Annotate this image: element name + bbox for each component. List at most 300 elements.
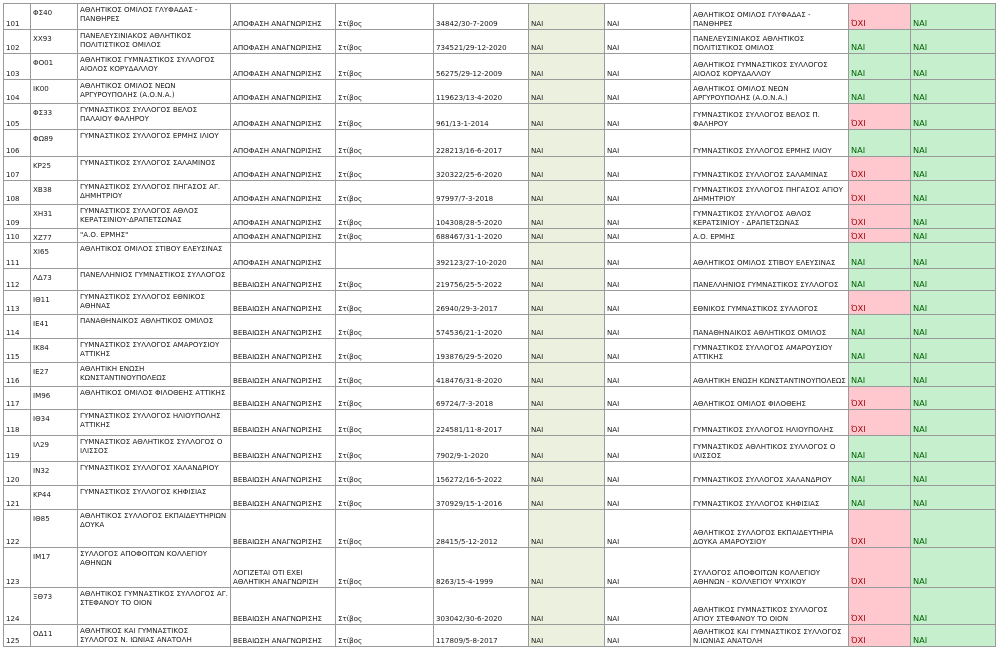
- final-cell[interactable]: ΝΑΙ: [911, 410, 996, 436]
- registry-name-cell[interactable]: ΓΥΜΝΑΣΤΙΚΟΣ ΣΥΛΛΟΓΟΣ ΗΛΙΟΥΠΟΛΗΣ: [691, 410, 849, 436]
- row-number-cell[interactable]: 115: [4, 339, 31, 363]
- decision-type-cell[interactable]: ΑΠΟΦΑΣΗ ΑΝΑΓΝΩΡΙΣΗΣ: [231, 130, 336, 157]
- protocol-number-cell[interactable]: 28415/5-12-2012: [434, 510, 529, 548]
- decision-type-cell[interactable]: ΒΕΒΑΙΩΣΗ ΑΝΑΓΝΩΡΙΣΗΣ: [231, 486, 336, 510]
- protocol-number-cell[interactable]: 688467/31-1-2020: [434, 229, 529, 243]
- protocol-number-cell[interactable]: 7902/9-1-2020: [434, 436, 529, 462]
- final-cell[interactable]: ΝΑΙ: [911, 229, 996, 243]
- club-name-cell[interactable]: ΓΥΜΝΑΣΤΙΚΟΣ ΣΥΛΛΟΓΟΣ ΣΑΛΑΜΙΝΟΣ: [78, 157, 231, 181]
- row-number-cell[interactable]: 107: [4, 157, 31, 181]
- club-name-cell[interactable]: ΓΥΜΝΑΣΤΙΚΟΣ ΣΥΛΛΟΓΟΣ ΠΗΓΑΣΟΣ ΑΓ. ΔΗΜΗΤΡΙΟΥ: [78, 181, 231, 205]
- final-cell[interactable]: ΝΑΙ: [911, 30, 996, 54]
- club-code-cell[interactable]: ΙΝ32: [31, 462, 78, 486]
- sport-cell[interactable]: Στίβος: [336, 4, 434, 30]
- club-code-cell[interactable]: ΙΚ84: [31, 339, 78, 363]
- decision-type-cell[interactable]: ΒΕΒΑΙΩΣΗ ΑΝΑΓΝΩΡΙΣΗΣ: [231, 339, 336, 363]
- final-cell[interactable]: ΝΑΙ: [911, 54, 996, 80]
- protocol-number-cell[interactable]: 219756/25-5-2022: [434, 269, 529, 291]
- check-a-cell[interactable]: ΝΑΙ: [529, 387, 605, 410]
- check-b-cell[interactable]: ΝΑΙ: [605, 315, 691, 339]
- check-a-cell[interactable]: ΝΑΙ: [529, 436, 605, 462]
- protocol-number-cell[interactable]: 56275/29-12-2009: [434, 54, 529, 80]
- sport-cell[interactable]: Στίβος: [336, 205, 434, 229]
- status-cell[interactable]: ΌΧΙ: [849, 181, 911, 205]
- decision-type-cell[interactable]: ΒΕΒΑΙΩΣΗ ΑΝΑΓΝΩΡΙΣΗΣ: [231, 410, 336, 436]
- club-code-cell[interactable]: ΦΩ89: [31, 130, 78, 157]
- status-cell[interactable]: ΌΧΙ: [849, 510, 911, 548]
- club-name-cell[interactable]: ΠΑΝΕΛΛΗΝΙΟΣ ΓΥΜΝΑΣΤΙΚΟΣ ΣΥΛΛΟΓΟΣ: [78, 269, 231, 291]
- protocol-number-cell[interactable]: 418476/31-8-2020: [434, 363, 529, 387]
- club-name-cell[interactable]: ΓΥΜΝΑΣΤΙΚΟΣ ΣΥΛΛΟΓΟΣ ΕΘΝΙΚΟΣ ΑΘΗΝΑΣ: [78, 291, 231, 315]
- check-a-cell[interactable]: ΝΑΙ: [529, 30, 605, 54]
- table-row: [4, 181, 996, 205]
- registry-name-cell[interactable]: ΠΑΝΕΛΕΥΣΙΝΙΑΚΟΣ ΑΘΛΗΤΙΚΟΣ ΠΟΛΙΤΙΣΤΙΚΟΣ ΟΜΙΛΟΣ: [691, 30, 849, 54]
- check-b-cell[interactable]: ΝΑΙ: [605, 510, 691, 548]
- club-name-cell[interactable]: ΑΘΛΗΤΙΚΟΣ ΟΜΙΛΟΣ ΦΙΛΟΘΕΗΣ ΑΤΤΙΚΗΣ: [78, 387, 231, 410]
- decision-type-cell[interactable]: ΒΕΒΑΙΩΣΗ ΑΝΑΓΝΩΡΙΣΗΣ: [231, 462, 336, 486]
- decision-type-cell[interactable]: ΑΠΟΦΑΣΗ ΑΝΑΓΝΩΡΙΣΗΣ: [231, 181, 336, 205]
- protocol-number-cell[interactable]: 8263/15-4-1999: [434, 548, 529, 588]
- club-name-cell[interactable]: ΓΥΜΝΑΣΤΙΚΟΣ ΣΥΛΛΟΓΟΣ ΗΛΙΟΥΠΟΛΗΣ ΑΤΤΙΚΗΣ: [78, 410, 231, 436]
- check-b-cell[interactable]: ΝΑΙ: [605, 181, 691, 205]
- row-number-cell[interactable]: 110: [4, 229, 31, 243]
- check-a-cell[interactable]: ΝΑΙ: [529, 243, 605, 269]
- club-name-cell[interactable]: ΓΥΜΝΑΣΤΙΚΟΣ ΣΥΛΛΟΓΟΣ ΑΜΑΡΟΥΣΙΟΥ ΑΤΤΙΚΗΣ: [78, 339, 231, 363]
- final-cell[interactable]: ΝΑΙ: [911, 387, 996, 410]
- club-code-cell[interactable]: ΙΘ11: [31, 291, 78, 315]
- check-a-cell[interactable]: ΝΑΙ: [529, 339, 605, 363]
- row-number-cell[interactable]: 103: [4, 54, 31, 80]
- protocol-number-cell[interactable]: 34842/30-7-2009: [434, 4, 529, 30]
- protocol-number-cell[interactable]: 392123/27-10-2020: [434, 243, 529, 269]
- registry-name-cell[interactable]: ΑΘΛΗΤΙΚΟΣ ΟΜΙΛΟΣ ΓΛΥΦΑΔΑΣ - ΠΑΝΘΗΡΕΣ: [691, 4, 849, 30]
- check-a-cell[interactable]: ΝΑΙ: [529, 130, 605, 157]
- registry-name-cell[interactable]: ΓΥΜΝΑΣΤΙΚΟΣ ΣΥΛΛΟΓΟΣ ΚΗΦΙΣΙΑΣ: [691, 486, 849, 510]
- protocol-number-cell[interactable]: 224581/11-8-2017: [434, 410, 529, 436]
- sport-cell[interactable]: [336, 243, 434, 269]
- final-cell[interactable]: ΝΑΙ: [911, 269, 996, 291]
- club-code-cell[interactable]: ΙΜ96: [31, 387, 78, 410]
- status-cell[interactable]: ΌΧΙ: [849, 291, 911, 315]
- check-b-cell[interactable]: ΝΑΙ: [605, 548, 691, 588]
- decision-type-cell[interactable]: ΒΕΒΑΙΩΣΗ ΑΝΑΓΝΩΡΙΣΗΣ: [231, 291, 336, 315]
- registry-name-cell[interactable]: ΣΥΛΛΟΓΟΣ ΑΠΟΦΟΙΤΩΝ ΚΟΛΛΕΓΙΟΥ ΑΘΗΝΩΝ - ΚΟΛΛΕΓΙΟΥ ΨΥΧΙΚΟΥ: [691, 548, 849, 588]
- row-number-cell[interactable]: 117: [4, 387, 31, 410]
- row-number-cell[interactable]: 118: [4, 410, 31, 436]
- status-cell[interactable]: ΌΧΙ: [849, 157, 911, 181]
- check-b-cell[interactable]: ΝΑΙ: [605, 54, 691, 80]
- sport-cell[interactable]: Στίβος: [336, 291, 434, 315]
- decision-type-cell[interactable]: ΑΠΟΦΑΣΗ ΑΝΑΓΝΩΡΙΣΗΣ: [231, 157, 336, 181]
- check-b-cell[interactable]: ΝΑΙ: [605, 229, 691, 243]
- check-a-cell[interactable]: ΝΑΙ: [529, 104, 605, 130]
- club-code-cell[interactable]: ΙΘ85: [31, 510, 78, 548]
- club-code-cell[interactable]: ΧΒ38: [31, 181, 78, 205]
- registry-name-cell[interactable]: ΑΘΛΗΤΙΚΟΣ ΓΥΜΝΑΣΤΙΚΟΣ ΣΥΛΛΟΓΟΣ ΑΓΙΟΥ ΣΤΕΦΑΝΟΥ ΤΟ ΟΙΟΝ: [691, 588, 849, 625]
- final-cell[interactable]: ΝΑΙ: [911, 462, 996, 486]
- final-cell[interactable]: ΝΑΙ: [911, 205, 996, 229]
- decision-type-cell[interactable]: ΑΠΟΦΑΣΗ ΑΝΑΓΝΩΡΙΣΗΣ: [231, 243, 336, 269]
- status-cell[interactable]: ΌΧΙ: [849, 625, 911, 647]
- status-cell[interactable]: ΝΑΙ: [849, 315, 911, 339]
- decision-type-cell[interactable]: ΒΕΒΑΙΩΣΗ ΑΝΑΓΝΩΡΙΣΗΣ: [231, 315, 336, 339]
- registry-name-cell[interactable]: ΠΑΝΑΘΗΝΑΙΚΟΣ ΑΘΛΗΤΙΚΟΣ ΟΜΙΛΟΣ: [691, 315, 849, 339]
- decision-type-cell[interactable]: ΑΠΟΦΑΣΗ ΑΝΑΓΝΩΡΙΣΗΣ: [231, 229, 336, 243]
- table-row: [4, 436, 996, 462]
- club-name-cell[interactable]: ΓΥΜΝΑΣΤΙΚΟΣ ΣΥΛΛΟΓΟΣ ΚΗΦΙΣΙΑΣ: [78, 486, 231, 510]
- club-code-cell[interactable]: ΙΘ34: [31, 410, 78, 436]
- check-a-cell[interactable]: ΝΑΙ: [529, 54, 605, 80]
- table-row: [4, 291, 996, 315]
- registry-name-cell[interactable]: ΠΑΝΕΛΛΗΝΙΟΣ ΓΥΜΝΑΣΤΙΚΟΣ ΣΥΛΛΟΓΟΣ: [691, 269, 849, 291]
- registry-name-cell[interactable]: ΓΥΜΝΑΣΤΙΚΟΣ ΣΥΛΛΟΓΟΣ ΕΡΜΗΣ ΙΛΙΟΥ: [691, 130, 849, 157]
- check-b-cell[interactable]: ΝΑΙ: [605, 104, 691, 130]
- club-code-cell[interactable]: ΙΕ41: [31, 315, 78, 339]
- protocol-number-cell[interactable]: 961/13-1-2014: [434, 104, 529, 130]
- row-number-cell[interactable]: 112: [4, 269, 31, 291]
- registry-name-cell[interactable]: ΕΘΝΙΚΟΣ ΓΥΜΝΑΣΤΙΚΟΣ ΣΥΛΛΟΓΟΣ: [691, 291, 849, 315]
- final-cell[interactable]: ΝΑΙ: [911, 436, 996, 462]
- registry-name-cell[interactable]: ΓΥΜΝΑΣΤΙΚΟΣ ΣΥΛΛΟΓΟΣ ΧΑΛΑΝΔΡΙΟΥ: [691, 462, 849, 486]
- club-code-cell[interactable]: ΧΗ31: [31, 205, 78, 229]
- table-row: [4, 269, 996, 291]
- sport-cell[interactable]: Στίβος: [336, 363, 434, 387]
- registry-name-cell[interactable]: ΓΥΜΝΑΣΤΙΚΟΣ ΑΘΛΗΤΙΚΟΣ ΣΥΛΛΟΓΟΣ Ο ΙΛΙΣΣΟΣ: [691, 436, 849, 462]
- table-row: [4, 130, 996, 157]
- club-name-cell[interactable]: ΓΥΜΝΑΣΤΙΚΟΣ ΣΥΛΛΟΓΟΣ ΑΘΛΟΣ ΚΕΡΑΤΣΙΝΙΟΥ-ΔΡΑΠΕΤΣΩΝΑΣ: [78, 205, 231, 229]
- final-cell[interactable]: ΝΑΙ: [911, 315, 996, 339]
- status-cell[interactable]: ΝΑΙ: [849, 54, 911, 80]
- registry-name-cell[interactable]: ΑΘΛΗΤΙΚΟΣ ΟΜΙΛΟΣ ΣΤΙΒΟΥ ΕΛΕΥΣΙΝΑΣ: [691, 243, 849, 269]
- decision-type-cell[interactable]: ΑΠΟΦΑΣΗ ΑΝΑΓΝΩΡΙΣΗΣ: [231, 54, 336, 80]
- sport-cell[interactable]: Στίβος: [336, 436, 434, 462]
- club-name-cell[interactable]: ΑΘΛΗΤΙΚΟΣ ΓΥΜΝΑΣΤΙΚΟΣ ΣΥΛΛΟΓΟΣ ΑΙΟΛΟΣ ΚΟΡΥΔΑΛΛΟΥ: [78, 54, 231, 80]
- status-cell[interactable]: ΝΑΙ: [849, 243, 911, 269]
- check-b-cell[interactable]: ΝΑΙ: [605, 339, 691, 363]
- status-cell[interactable]: ΝΑΙ: [849, 130, 911, 157]
- sport-cell[interactable]: Στίβος: [336, 486, 434, 510]
- table-row: [4, 243, 996, 269]
- row-number-cell[interactable]: 102: [4, 30, 31, 54]
- registry-name-cell[interactable]: ΑΘΛΗΤΙΚΟΣ ΣΥΛΛΟΓΟΣ ΕΚΠΑΙΔΕΥΤΗΡΙΑ ΔΟΥΚΑ ΑΜΑΡΟΥΣΙΟΥ: [691, 510, 849, 548]
- sport-cell[interactable]: Στίβος: [336, 510, 434, 548]
- check-b-cell[interactable]: ΝΑΙ: [605, 625, 691, 647]
- check-a-cell[interactable]: ΝΑΙ: [529, 291, 605, 315]
- decision-type-cell[interactable]: ΒΕΒΑΙΩΣΗ ΑΝΑΓΝΩΡΙΣΗΣ: [231, 510, 336, 548]
- club-code-cell[interactable]: ΚΡ44: [31, 486, 78, 510]
- decision-type-cell[interactable]: ΒΕΒΑΙΩΣΗ ΑΝΑΓΝΩΡΙΣΗΣ: [231, 363, 336, 387]
- decision-type-cell[interactable]: ΑΠΟΦΑΣΗ ΑΝΑΓΝΩΡΙΣΗΣ: [231, 205, 336, 229]
- club-code-cell[interactable]: ΧΧ93: [31, 30, 78, 54]
- club-code-cell[interactable]: ΚΡ25: [31, 157, 78, 181]
- check-b-cell[interactable]: ΝΑΙ: [605, 205, 691, 229]
- row-number-cell[interactable]: 124: [4, 588, 31, 625]
- decision-type-cell[interactable]: ΒΕΒΑΙΩΣΗ ΑΝΑΓΝΩΡΙΣΗΣ: [231, 387, 336, 410]
- sport-cell[interactable]: Στίβος: [336, 80, 434, 104]
- protocol-number-cell[interactable]: 228213/16-6-2017: [434, 130, 529, 157]
- check-b-cell[interactable]: ΝΑΙ: [605, 4, 691, 30]
- status-cell[interactable]: ΌΧΙ: [849, 548, 911, 588]
- club-name-cell[interactable]: ΑΘΛΗΤΙΚΟΣ ΣΥΛΛΟΓΟΣ ΕΚΠΑΙΔΕΥΤΗΡΙΩΝ ΔΟΥΚΑ: [78, 510, 231, 548]
- registry-name-cell[interactable]: ΓΥΜΝΑΣΤΙΚΟΣ ΣΥΛΛΟΓΟΣ ΑΘΛΟΣ ΚΕΡΑΤΣΙΝΙΟΥ - ΔΡΑΠΕΤΣΩΝΑΣ: [691, 205, 849, 229]
- check-a-cell[interactable]: ΝΑΙ: [529, 462, 605, 486]
- check-b-cell[interactable]: ΝΑΙ: [605, 410, 691, 436]
- protocol-number-cell[interactable]: 97997/7-3-2018: [434, 181, 529, 205]
- club-code-cell[interactable]: ΦΣ40: [31, 4, 78, 30]
- row-number-cell[interactable]: 109: [4, 205, 31, 229]
- final-cell[interactable]: ΝΑΙ: [911, 548, 996, 588]
- table-row: [4, 315, 996, 339]
- check-b-cell[interactable]: ΝΑΙ: [605, 30, 691, 54]
- check-b-cell[interactable]: ΝΑΙ: [605, 436, 691, 462]
- table-row: [4, 510, 996, 548]
- protocol-number-cell[interactable]: 26940/29-3-2017: [434, 291, 529, 315]
- club-name-cell[interactable]: ΓΥΜΝΑΣΤΙΚΟΣ ΣΥΛΛΟΓΟΣ ΧΑΛΑΝΔΡΙΟΥ: [78, 462, 231, 486]
- table-row: [4, 157, 996, 181]
- row-number-cell[interactable]: 120: [4, 462, 31, 486]
- club-code-cell[interactable]: ΙΛ29: [31, 436, 78, 462]
- table-row: [4, 229, 996, 243]
- protocol-number-cell[interactable]: 69724/7-3-2018: [434, 387, 529, 410]
- final-cell[interactable]: ΝΑΙ: [911, 510, 996, 548]
- club-name-cell[interactable]: ΑΘΛΗΤΙΚΟΣ ΚΑΙ ΓΥΜΝΑΣΤΙΚΟΣ ΣΥΛΛΟΓΟΣ Ν. ΙΩΝΙΑΣ ΑΝΑΤΟΛΗ: [78, 625, 231, 647]
- decision-type-cell[interactable]: ΑΠΟΦΑΣΗ ΑΝΑΓΝΩΡΙΣΗΣ: [231, 104, 336, 130]
- protocol-number-cell[interactable]: 156272/16-5-2022: [434, 462, 529, 486]
- check-a-cell[interactable]: ΝΑΙ: [529, 625, 605, 647]
- table-row: [4, 462, 996, 486]
- check-a-cell[interactable]: ΝΑΙ: [529, 588, 605, 625]
- club-code-cell[interactable]: ΧΖ77: [31, 229, 78, 243]
- club-code-cell[interactable]: ΞΘ73: [31, 588, 78, 625]
- sport-cell[interactable]: Στίβος: [336, 30, 434, 54]
- decision-type-cell[interactable]: ΒΕΒΑΙΩΣΗ ΑΝΑΓΝΩΡΙΣΗΣ: [231, 269, 336, 291]
- sport-cell[interactable]: Στίβος: [336, 130, 434, 157]
- table-row: [4, 30, 996, 54]
- protocol-number-cell[interactable]: 734521/29-12-2020: [434, 30, 529, 54]
- row-number-cell[interactable]: 108: [4, 181, 31, 205]
- club-name-cell[interactable]: ΓΥΜΝΑΣΤΙΚΟΣ ΑΘΛΗΤΙΚΟΣ ΣΥΛΛΟΓΟΣ Ο ΙΛΙΣΣΟΣ: [78, 436, 231, 462]
- check-b-cell[interactable]: ΝΑΙ: [605, 157, 691, 181]
- status-cell[interactable]: ΌΧΙ: [849, 205, 911, 229]
- final-cell[interactable]: ΝΑΙ: [911, 130, 996, 157]
- sport-cell[interactable]: Στίβος: [336, 269, 434, 291]
- row-number-cell[interactable]: 111: [4, 243, 31, 269]
- registry-name-cell[interactable]: Α.Ο. ΕΡΜΗΣ: [691, 229, 849, 243]
- status-cell[interactable]: ΌΧΙ: [849, 387, 911, 410]
- row-number-cell[interactable]: 105: [4, 104, 31, 130]
- final-cell[interactable]: ΝΑΙ: [911, 181, 996, 205]
- table-row: [4, 387, 996, 410]
- club-name-cell[interactable]: ΓΥΜΝΑΣΤΙΚΟΣ ΣΥΛΛΟΓΟΣ ΕΡΜΗΣ ΙΛΙΟΥ: [78, 130, 231, 157]
- club-name-cell[interactable]: ΠΑΝΕΛΕΥΣΙΝΙΑΚΟΣ ΑΘΛΗΤΙΚΟΣ ΠΟΛΙΤΙΣΤΙΚΟΣ ΟΜΙΛΟΣ: [78, 30, 231, 54]
- registry-name-cell[interactable]: ΓΥΜΝΑΣΤΙΚΟΣ ΣΥΛΛΟΓΟΣ ΑΜΑΡΟΥΣΙΟΥ ΑΤΤΙΚΗΣ: [691, 339, 849, 363]
- status-cell[interactable]: ΝΑΙ: [849, 269, 911, 291]
- protocol-number-cell[interactable]: 303042/30-6-2020: [434, 588, 529, 625]
- check-a-cell[interactable]: ΝΑΙ: [529, 205, 605, 229]
- club-name-cell[interactable]: "Α.Ο. ΕΡΜΗΣ": [78, 229, 231, 243]
- table-row: [4, 588, 996, 625]
- table-row: [4, 4, 996, 30]
- status-cell[interactable]: ΝΑΙ: [849, 462, 911, 486]
- final-cell[interactable]: ΝΑΙ: [911, 243, 996, 269]
- final-cell[interactable]: ΝΑΙ: [911, 625, 996, 647]
- check-b-cell[interactable]: ΝΑΙ: [605, 269, 691, 291]
- final-cell[interactable]: ΝΑΙ: [911, 157, 996, 181]
- table-row: [4, 410, 996, 436]
- club-name-cell[interactable]: ΑΘΛΗΤΙΚΗ ΕΝΩΣΗ ΚΩΝΣΤΑΝΤΙΝΟΥΠΟΛΕΩΣ: [78, 363, 231, 387]
- sport-cell[interactable]: Στίβος: [336, 462, 434, 486]
- status-cell[interactable]: ΝΑΙ: [849, 80, 911, 104]
- protocol-number-cell[interactable]: 119623/13-4-2020: [434, 80, 529, 104]
- registry-name-cell[interactable]: ΑΘΛΗΤΙΚΟΣ ΟΜΙΛΟΣ ΝΕΩΝ ΑΡΓΥΡΟΥΠΟΛΗΣ (Α.Ο.Ν.Α.): [691, 80, 849, 104]
- check-a-cell[interactable]: ΝΑΙ: [529, 548, 605, 588]
- protocol-number-cell[interactable]: 117809/5-8-2017: [434, 625, 529, 647]
- decision-type-cell[interactable]: ΒΕΒΑΙΩΣΗ ΑΝΑΓΝΩΡΙΣΗΣ: [231, 625, 336, 647]
- check-b-cell[interactable]: ΝΑΙ: [605, 80, 691, 104]
- final-cell[interactable]: ΝΑΙ: [911, 80, 996, 104]
- club-code-cell[interactable]: ΛΔ73: [31, 269, 78, 291]
- club-name-cell[interactable]: ΣΥΛΛΟΓΟΣ ΑΠΟΦΟΙΤΩΝ ΚΟΛΛΕΓΙΟΥ ΑΘΗΝΩΝ: [78, 548, 231, 588]
- check-a-cell[interactable]: ΝΑΙ: [529, 4, 605, 30]
- status-cell[interactable]: ΌΧΙ: [849, 229, 911, 243]
- registry-name-cell[interactable]: ΑΘΛΗΤΙΚΟΣ ΚΑΙ ΓΥΜΝΑΣΤΙΚΟΣ ΣΥΛΛΟΓΟΣ Ν.ΙΩΝΙΑΣ ΑΝΑΤΟΛΗ: [691, 625, 849, 647]
- club-code-cell[interactable]: ΙΕ27: [31, 363, 78, 387]
- row-number-cell[interactable]: 123: [4, 548, 31, 588]
- decision-type-cell[interactable]: ΒΕΒΑΙΩΣΗ ΑΝΑΓΝΩΡΙΣΗΣ: [231, 436, 336, 462]
- sport-cell[interactable]: Στίβος: [336, 410, 434, 436]
- registry-name-cell[interactable]: ΓΥΜΝΑΣΤΙΚΟΣ ΣΥΛΛΟΓΟΣ ΠΗΓΑΣΟΣ ΑΓΙΟΥ ΔΗΜΗΤΡΙΟΥ: [691, 181, 849, 205]
- status-cell[interactable]: ΝΑΙ: [849, 363, 911, 387]
- registry-name-cell[interactable]: ΓΥΜΝΑΣΤΙΚΟΣ ΣΥΛΛΟΓΟΣ ΣΑΛΑΜΙΝΑΣ: [691, 157, 849, 181]
- check-a-cell[interactable]: ΝΑΙ: [529, 410, 605, 436]
- sport-cell[interactable]: Στίβος: [336, 181, 434, 205]
- final-cell[interactable]: ΝΑΙ: [911, 291, 996, 315]
- check-b-cell[interactable]: ΝΑΙ: [605, 243, 691, 269]
- final-cell[interactable]: ΝΑΙ: [911, 363, 996, 387]
- status-cell[interactable]: ΌΧΙ: [849, 588, 911, 625]
- final-cell[interactable]: ΝΑΙ: [911, 339, 996, 363]
- sport-cell[interactable]: Στίβος: [336, 54, 434, 80]
- check-a-cell[interactable]: ΝΑΙ: [529, 80, 605, 104]
- club-name-cell[interactable]: ΑΘΛΗΤΙΚΟΣ ΟΜΙΛΟΣ ΓΛΥΦΑΔΑΣ - ΠΑΝΘΗΡΕΣ: [78, 4, 231, 30]
- club-code-cell[interactable]: ΟΔ11: [31, 625, 78, 647]
- table-row: [4, 339, 996, 363]
- sport-cell[interactable]: Στίβος: [336, 387, 434, 410]
- sport-cell[interactable]: Στίβος: [336, 104, 434, 130]
- decision-type-cell[interactable]: ΑΠΟΦΑΣΗ ΑΝΑΓΝΩΡΙΣΗΣ: [231, 30, 336, 54]
- row-number-cell[interactable]: 122: [4, 510, 31, 548]
- registry-name-cell[interactable]: ΓΥΜΝΑΣΤΙΚΟΣ ΣΥΛΛΟΓΟΣ ΒΕΛΟΣ Π. ΦΑΛΗΡΟΥ: [691, 104, 849, 130]
- status-cell[interactable]: ΝΑΙ: [849, 436, 911, 462]
- row-number-cell[interactable]: 116: [4, 363, 31, 387]
- table-row: [4, 548, 996, 588]
- check-b-cell[interactable]: ΝΑΙ: [605, 363, 691, 387]
- check-a-cell[interactable]: ΝΑΙ: [529, 510, 605, 548]
- status-cell[interactable]: ΝΑΙ: [849, 486, 911, 510]
- check-a-cell[interactable]: ΝΑΙ: [529, 229, 605, 243]
- protocol-number-cell[interactable]: 320322/25-6-2020: [434, 157, 529, 181]
- row-number-cell[interactable]: 101: [4, 4, 31, 30]
- club-name-cell[interactable]: ΑΘΛΗΤΙΚΟΣ ΓΥΜΝΑΣΤΙΚΟΣ ΣΥΛΛΟΓΟΣ ΑΓ. ΣΤΕΦΑΝΟΥ ΤΟ ΟΙΟΝ: [78, 588, 231, 625]
- registry-name-cell[interactable]: ΑΘΛΗΤΙΚΟΣ ΓΥΜΝΑΣΤΙΚΟΣ ΣΥΛΛΟΓΟΣ ΑΙΟΛΟΣ ΚΟΡΥΔΑΛΛΟΥ: [691, 54, 849, 80]
- club-code-cell[interactable]: ΦΟ01: [31, 54, 78, 80]
- club-code-cell[interactable]: ΙΚ00: [31, 80, 78, 104]
- check-a-cell[interactable]: ΝΑΙ: [529, 315, 605, 339]
- check-b-cell[interactable]: ΝΑΙ: [605, 130, 691, 157]
- decision-type-cell[interactable]: ΛΟΓΙΖΕΤΑΙ ΟΤΙ ΕΧΕΙ ΑΘΛΗΤΙΚΗ ΑΝΑΓΝΩΡΙΣΗ: [231, 548, 336, 588]
- check-a-cell[interactable]: ΝΑΙ: [529, 181, 605, 205]
- club-name-cell[interactable]: ΠΑΝΑΘΗΝΑΙΚΟΣ ΑΘΛΗΤΙΚΟΣ ΟΜΙΛΟΣ: [78, 315, 231, 339]
- protocol-number-cell[interactable]: 193876/29-5-2020: [434, 339, 529, 363]
- sport-cell[interactable]: Στίβος: [336, 315, 434, 339]
- club-name-cell[interactable]: ΑΘΛΗΤΙΚΟΣ ΟΜΙΛΟΣ ΣΤΙΒΟΥ ΕΛΕΥΣΙΝΑΣ: [78, 243, 231, 269]
- spreadsheet-table: [3, 3, 996, 647]
- club-name-cell[interactable]: ΓΥΜΝΑΣΤΙΚΟΣ ΣΥΛΛΟΓΟΣ ΒΕΛΟΣ ΠΑΛΑΙΟΥ ΦΑΛΗΡΟΥ: [78, 104, 231, 130]
- row-number-cell[interactable]: 104: [4, 80, 31, 104]
- table-row: [4, 486, 996, 510]
- decision-type-cell[interactable]: ΒΕΒΑΙΩΣΗ ΑΝΑΓΝΩΡΙΣΗΣ: [231, 588, 336, 625]
- final-cell[interactable]: ΝΑΙ: [911, 486, 996, 510]
- sport-cell[interactable]: Στίβος: [336, 588, 434, 625]
- table-row: [4, 625, 996, 647]
- final-cell[interactable]: ΝΑΙ: [911, 588, 996, 625]
- registry-name-cell[interactable]: ΑΘΛΗΤΙΚΟΣ ΟΜΙΛΟΣ ΦΙΛΟΘΕΗΣ: [691, 387, 849, 410]
- club-code-cell[interactable]: ΧΙ65: [31, 243, 78, 269]
- row-number-cell[interactable]: 121: [4, 486, 31, 510]
- sport-cell[interactable]: Στίβος: [336, 157, 434, 181]
- row-number-cell[interactable]: 106: [4, 130, 31, 157]
- protocol-number-cell[interactable]: 104308/28-5-2020: [434, 205, 529, 229]
- check-a-cell[interactable]: ΝΑΙ: [529, 363, 605, 387]
- table-row: [4, 205, 996, 229]
- check-b-cell[interactable]: ΝΑΙ: [605, 462, 691, 486]
- status-cell[interactable]: ΌΧΙ: [849, 104, 911, 130]
- club-name-cell[interactable]: ΑΘΛΗΤΙΚΟΣ ΟΜΙΛΟΣ ΝΕΩΝ ΑΡΓΥΡΟΥΠΟΛΗΣ (Α.Ο.Ν.Α.): [78, 80, 231, 104]
- sport-cell[interactable]: Στίβος: [336, 625, 434, 647]
- club-code-cell[interactable]: ΙΜ17: [31, 548, 78, 588]
- table-row: [4, 104, 996, 130]
- protocol-number-cell[interactable]: 370929/15-1-2016: [434, 486, 529, 510]
- decision-type-cell[interactable]: ΑΠΟΦΑΣΗ ΑΝΑΓΝΩΡΙΣΗΣ: [231, 4, 336, 30]
- sport-cell[interactable]: Στίβος: [336, 548, 434, 588]
- status-cell[interactable]: ΌΧΙ: [849, 4, 911, 30]
- row-number-cell[interactable]: 113: [4, 291, 31, 315]
- final-cell[interactable]: ΝΑΙ: [911, 4, 996, 30]
- status-cell[interactable]: ΌΧΙ: [849, 410, 911, 436]
- final-cell[interactable]: ΝΑΙ: [911, 104, 996, 130]
- table-row: [4, 80, 996, 104]
- status-cell[interactable]: ΝΑΙ: [849, 339, 911, 363]
- check-b-cell[interactable]: ΝΑΙ: [605, 387, 691, 410]
- check-a-cell[interactable]: ΝΑΙ: [529, 157, 605, 181]
- check-b-cell[interactable]: ΝΑΙ: [605, 588, 691, 625]
- row-number-cell[interactable]: 119: [4, 436, 31, 462]
- status-cell[interactable]: ΝΑΙ: [849, 30, 911, 54]
- check-b-cell[interactable]: ΝΑΙ: [605, 486, 691, 510]
- protocol-number-cell[interactable]: 574536/21-1-2020: [434, 315, 529, 339]
- check-a-cell[interactable]: ΝΑΙ: [529, 269, 605, 291]
- table-row: [4, 363, 996, 387]
- decision-type-cell[interactable]: ΑΠΟΦΑΣΗ ΑΝΑΓΝΩΡΙΣΗΣ: [231, 80, 336, 104]
- row-number-cell[interactable]: 125: [4, 625, 31, 647]
- club-code-cell[interactable]: ΦΣ33: [31, 104, 78, 130]
- sport-cell[interactable]: Στίβος: [336, 339, 434, 363]
- check-b-cell[interactable]: ΝΑΙ: [605, 291, 691, 315]
- sport-cell[interactable]: Στίβος: [336, 229, 434, 243]
- check-a-cell[interactable]: ΝΑΙ: [529, 486, 605, 510]
- registry-name-cell[interactable]: ΑΘΛΗΤΙΚΗ ΕΝΩΣΗ ΚΩΝΣΤΑΝΤΙΝΟΥΠΟΛΕΩΣ: [691, 363, 849, 387]
- row-number-cell[interactable]: 114: [4, 315, 31, 339]
